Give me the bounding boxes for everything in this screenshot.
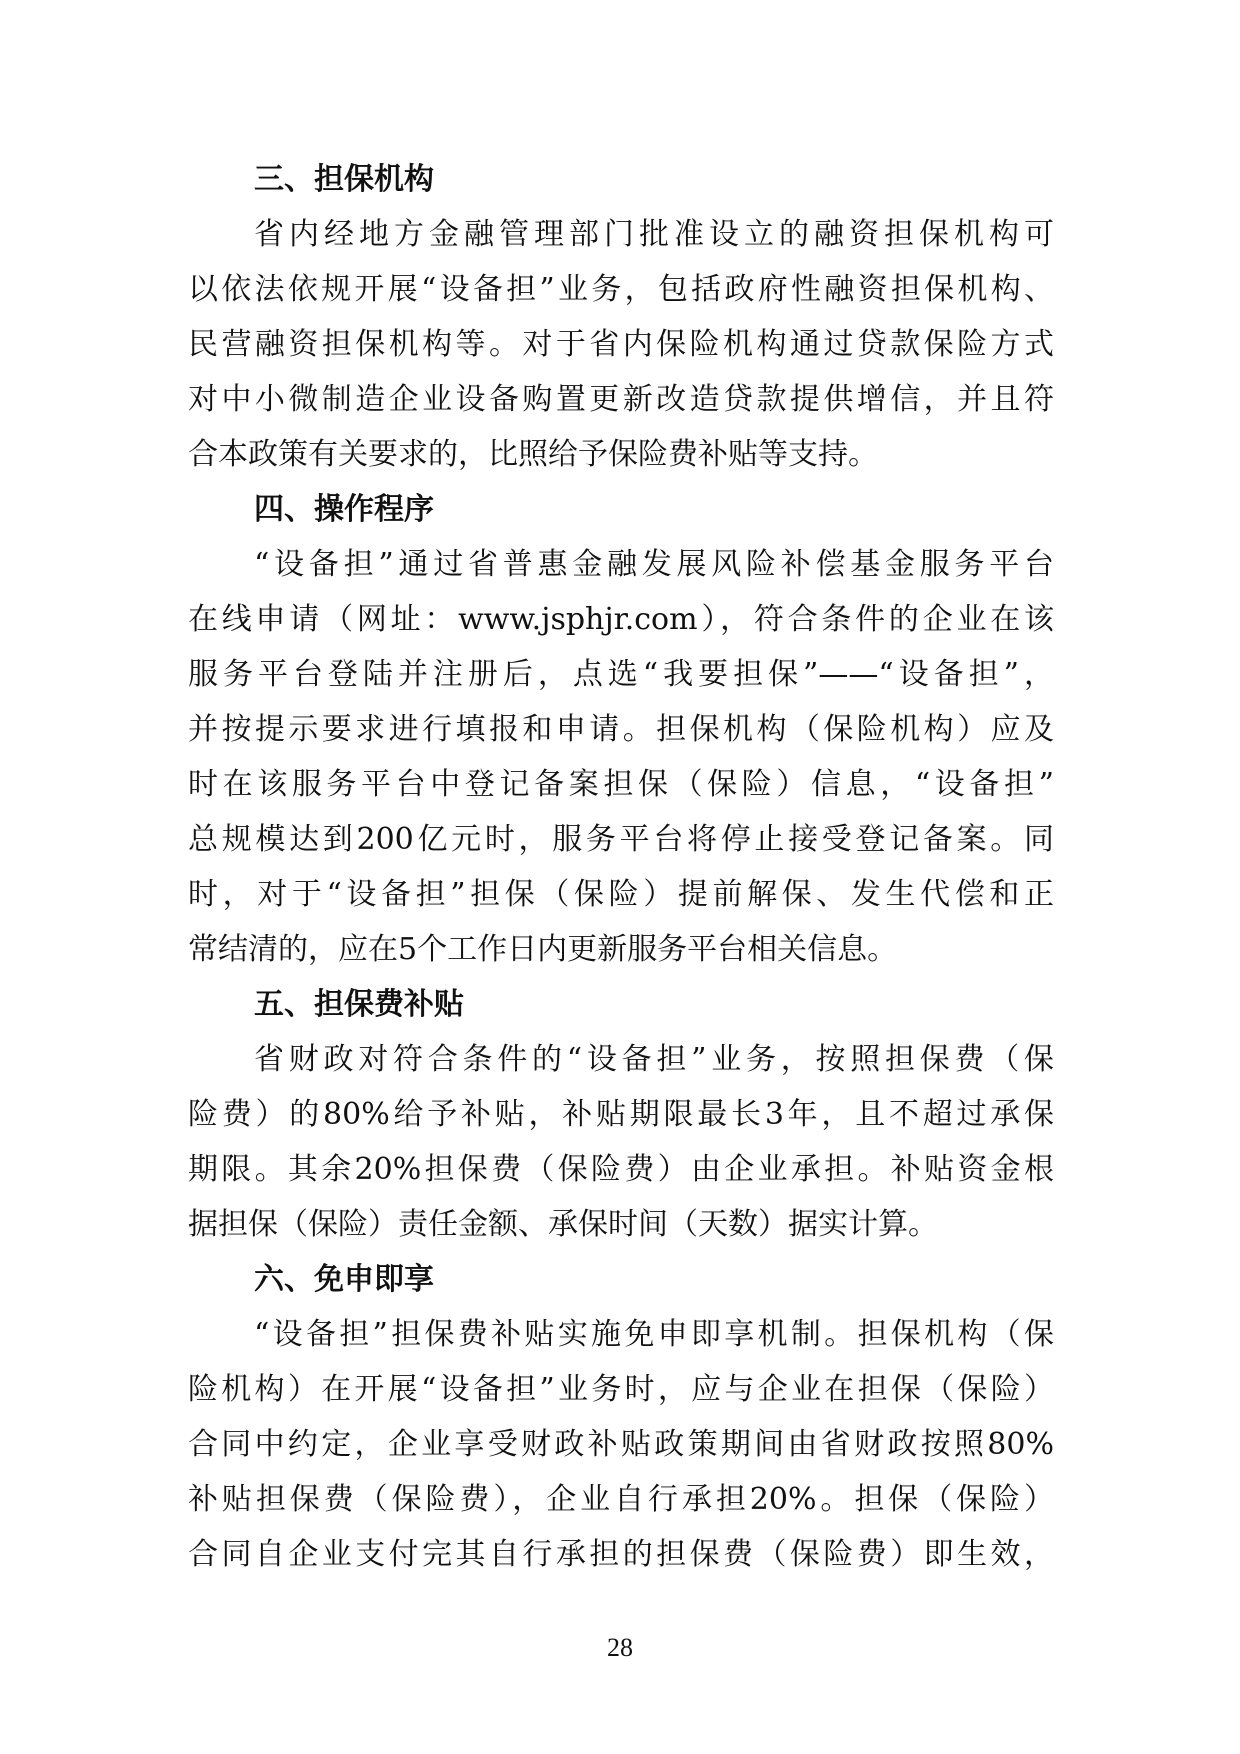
text-line: 险机构）在开展“设备担”业务时，应与企业在担保（保险） bbox=[188, 1372, 1054, 1407]
text-line: 在线申请（网址：www.jsphjr.com），符合条件的企业在该 bbox=[188, 602, 1054, 637]
section-paragraph bbox=[188, 537, 1054, 977]
text-line: 总规模达到200亿元时，服务平台将停止接受登记备案。同 bbox=[188, 822, 1054, 857]
text-line: 时在该服务平台中登记备案担保（保险）信息，“设备担” bbox=[188, 767, 1054, 802]
text-line: “设备担”担保费补贴实施免申即享机制。担保机构（保 bbox=[254, 1317, 1054, 1352]
section-heading: 五、担保费补贴 bbox=[254, 987, 464, 1022]
text-line: 合同中约定，企业享受财政补贴政策期间由省财政按照80% bbox=[188, 1427, 1054, 1462]
page-number: 28 bbox=[607, 1633, 633, 1662]
section-heading: 三、担保机构 bbox=[254, 162, 434, 197]
section-operating-procedure bbox=[188, 482, 1054, 977]
text-line: 对中小微制造企业设备购置更新改造贷款提供增信，并且符 bbox=[188, 382, 1054, 417]
text-line: 常结清的，应在5个工作日内更新服务平台相关信息。 bbox=[188, 932, 898, 967]
text-line: 补贴担保费（保险费），企业自行承担20%。担保（保险） bbox=[188, 1482, 1054, 1517]
text-line: 险费）的80%给予补贴，补贴期限最长3年，且不超过承保 bbox=[188, 1097, 1054, 1132]
text-line: 期限。其余20%担保费（保险费）由企业承担。补贴资金根 bbox=[188, 1152, 1054, 1187]
text-line: 合本政策有关要求的，比照给予保险费补贴等支持。 bbox=[188, 437, 878, 472]
section-no-application-needed bbox=[188, 1252, 1054, 1582]
text-line: “设备担”通过省普惠金融发展风险补偿基金服务平台 bbox=[254, 547, 1054, 582]
document-body bbox=[188, 152, 1054, 1582]
text-line: 服务平台登陆并注册后，点选“我要担保”——“设备担”， bbox=[188, 657, 1054, 692]
section-guarantee-institutions bbox=[188, 152, 1054, 482]
text-line: 据担保（保险）责任金额、承保时间（天数）据实计算。 bbox=[188, 1207, 938, 1242]
text-line: 以依法依规开展“设备担”业务，包括政府性融资担保机构、 bbox=[188, 272, 1054, 307]
text-line: 省财政对符合条件的“设备担”业务，按照担保费（保 bbox=[254, 1042, 1054, 1077]
section-heading: 六、免申即享 bbox=[254, 1262, 434, 1297]
section-guarantee-fee-subsidy bbox=[188, 977, 1054, 1252]
text-line: 民营融资担保机构等。对于省内保险机构通过贷款保险方式 bbox=[188, 327, 1054, 362]
section-paragraph bbox=[188, 207, 1054, 482]
text-line: 省内经地方金融管理部门批准设立的融资担保机构可 bbox=[254, 217, 1054, 252]
section-paragraph bbox=[188, 1307, 1054, 1582]
text-line: 并按提示要求进行填报和申请。担保机构（保险机构）应及 bbox=[188, 712, 1054, 747]
text-line: 合同自企业支付完其自行承担的担保费（保险费）即生效， bbox=[188, 1537, 1054, 1572]
text-line: 时，对于“设备担”担保（保险）提前解保、发生代偿和正 bbox=[188, 877, 1054, 912]
section-heading: 四、操作程序 bbox=[254, 492, 434, 527]
section-paragraph bbox=[188, 1032, 1054, 1252]
